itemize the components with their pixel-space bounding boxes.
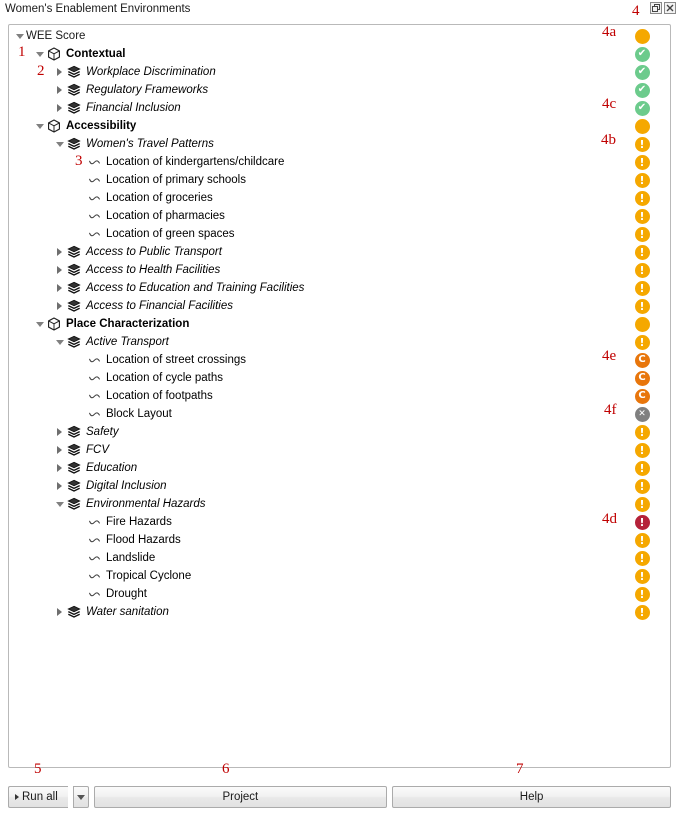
badge-glyph: ! [639,245,645,259]
status-warning[interactable] [635,227,650,242]
badge-glyph: ! [639,227,645,241]
annotation-marker: 6 [222,761,230,777]
tree-row-status[interactable] [633,99,651,117]
status-orange-dot[interactable] [635,119,650,134]
node-icon [66,334,82,350]
layers-icon [67,461,81,475]
badge-glyph: ! [639,515,645,529]
layers-icon [67,299,81,313]
close-button[interactable] [664,2,676,14]
node-icon [46,118,62,134]
layers-icon [67,443,81,457]
badge-glyph: ! [639,263,645,277]
node-icon [66,280,82,296]
tree-row-status[interactable] [633,315,651,333]
badge-glyph: C [638,372,646,383]
tree-row-status[interactable] [633,333,651,351]
tree-row-status[interactable] [633,477,651,495]
tree-row-status[interactable] [633,585,651,603]
status-warning[interactable] [635,479,650,494]
wave-icon [88,516,101,529]
chevron-down-icon [36,52,44,57]
node-icon [66,424,82,440]
expander-expand[interactable] [53,300,66,313]
project-button[interactable] [94,786,388,808]
badge-glyph: ! [639,173,645,187]
wave-icon [88,534,101,547]
tree-row[interactable] [9,132,670,153]
badge-glyph: ! [639,335,645,349]
tree-row-label: Location of groceries [106,192,213,204]
annotation-marker: 4a [602,24,617,40]
chevron-right-icon [57,446,62,454]
expander-expand[interactable] [53,480,66,493]
status-warning[interactable] [635,281,650,296]
badge-glyph: ! [639,191,645,205]
tree-row[interactable] [9,477,670,495]
tree-row[interactable] [9,387,670,405]
tree-row-status[interactable] [633,459,651,477]
tree-row-status[interactable] [633,297,651,315]
tree-row[interactable] [9,495,670,513]
chevron-right-icon [57,266,62,274]
node-icon [66,442,82,458]
undock-button[interactable] [650,2,662,14]
tree-row[interactable] [9,96,670,117]
node-icon [86,568,102,584]
tree-row-status[interactable] [633,171,651,189]
tree-row-label: Education [86,462,138,474]
node-icon [86,514,102,530]
expander-collapse[interactable] [33,48,46,61]
status-warning[interactable] [635,335,650,350]
annotation-marker: 7 [516,761,524,777]
tree-row-label: Access to Public Transport [86,246,222,258]
tree-row-status[interactable] [633,135,651,153]
tree-row-label: Workplace Discrimination [86,66,216,78]
tree-row[interactable] [9,549,670,567]
tree-row-status[interactable] [633,495,651,513]
annotation-marker: 5 [34,761,42,777]
tree-row-label: Block Layout [106,408,172,420]
node-icon [66,82,82,98]
status-excluded[interactable] [635,407,650,422]
tree-row-status[interactable] [633,243,651,261]
window-titlebar [0,0,679,18]
expander-collapse[interactable] [53,498,66,511]
tree-row-label: Place Characterization [66,318,190,330]
wave-icon [88,408,101,421]
node-icon [66,298,82,314]
annotation-marker: 4c [602,96,617,112]
tree-row-status[interactable] [633,405,651,423]
chevron-right-icon [57,464,62,472]
status-refresh[interactable] [635,371,650,386]
tree-row-status[interactable] [633,189,651,207]
tree-row-label: Access to Health Facilities [86,264,221,276]
tree-row-label: Access to Financial Facilities [86,300,233,312]
node-icon [66,460,82,476]
chevron-right-icon [57,248,62,256]
tree-row[interactable] [9,243,670,261]
tree-row-status[interactable] [633,549,651,567]
tree-row-label: Women's Travel Patterns [86,138,214,150]
badge-glyph: ! [639,587,645,601]
tree-row-label: Water sanitation [86,606,169,618]
badge-glyph: ✔ [637,102,647,113]
badge-glyph: C [638,390,646,401]
tree-row[interactable] [9,189,670,207]
chevron-right-icon [57,428,62,436]
tree-row[interactable] [9,297,670,315]
layers-icon [67,479,81,493]
expander-collapse[interactable] [53,336,66,349]
badge-glyph: ! [639,443,645,457]
help-button[interactable] [392,786,671,808]
tree-row[interactable] [9,24,670,45]
tree-row-label: Financial Inclusion [86,102,181,114]
annotation-marker: 4 [632,3,640,19]
tree-row-label: Drought [106,588,147,600]
annotation-marker: 3 [75,153,83,169]
restore-icon [652,4,660,12]
tree-row-label: Location of footpaths [106,390,213,402]
status-warning[interactable] [635,173,650,188]
node-icon [66,604,82,620]
layers-icon [67,497,81,511]
status-warning[interactable] [635,443,650,458]
wave-icon [88,570,101,583]
tree-row[interactable] [9,81,670,99]
tree-row-status[interactable] [633,387,651,405]
status-warning[interactable] [635,605,650,620]
tree-row[interactable] [9,567,670,585]
annotation-marker: 4f [604,402,617,418]
cube-icon [47,317,61,331]
node-icon [86,550,102,566]
status-warning[interactable] [635,425,650,440]
chevron-down-icon [56,502,64,507]
expander-expand[interactable] [53,606,66,619]
layers-icon [67,605,81,619]
annotation-marker: 4d [602,511,617,527]
node-icon [86,172,102,188]
wave-icon [88,390,101,403]
cube-icon [47,119,61,133]
tree-row[interactable] [9,459,670,477]
tree-row[interactable] [9,45,670,63]
tree-row[interactable] [9,225,670,243]
badge-glyph: ! [639,425,645,439]
node-icon [86,370,102,386]
tree-row[interactable] [9,153,670,171]
expander-expand[interactable] [53,264,66,277]
tree-row-status[interactable] [633,531,651,549]
indicator-tree-panel[interactable] [8,24,671,768]
expander-collapse[interactable] [33,120,46,133]
tree-row-label: Tropical Cyclone [106,570,192,582]
expander-expand[interactable] [53,84,66,97]
chevron-right-icon [57,86,62,94]
layers-icon [67,245,81,259]
badge-glyph: ! [639,551,645,565]
badge-glyph: ! [639,137,645,151]
status-error[interactable] [635,515,650,530]
tree-row[interactable] [9,603,670,621]
tree-row[interactable] [9,441,670,459]
tree-row-status[interactable] [633,351,651,369]
chevron-right-icon [57,302,62,310]
node-icon [66,496,82,512]
chevron-down-icon [56,340,64,345]
layers-icon [67,83,81,97]
wave-icon [88,552,101,565]
tree-row-label: Location of pharmacies [106,210,225,222]
expander-expand[interactable] [53,102,66,115]
close-icon [666,4,674,12]
badge-glyph: ! [639,605,645,619]
node-icon [86,352,102,368]
tree-row[interactable] [9,261,670,279]
node-icon [86,208,102,224]
tree-row[interactable] [9,207,670,225]
node-icon [66,262,82,278]
badge-glyph: ✕ [638,408,646,419]
tree-row-label: Location of kindergartens/childcare [106,156,285,168]
tree-row-status[interactable] [633,81,651,99]
run-all-button[interactable] [8,786,68,808]
node-icon [46,46,62,62]
expander-collapse[interactable] [33,318,46,331]
run-all-dropdown-button[interactable] [73,786,89,808]
badge-glyph: ✔ [637,66,647,77]
status-warning[interactable] [635,551,650,566]
tree-row-status[interactable] [633,603,651,621]
tree-row-label: Digital Inclusion [86,480,167,492]
tree-row-label: Location of cycle paths [106,372,223,384]
chevron-down-icon [36,124,44,129]
tree-row-label: Location of street crossings [106,354,246,366]
status-refresh[interactable] [635,353,650,368]
chevron-right-icon [57,284,62,292]
status-complete[interactable] [635,101,650,116]
expander-collapse[interactable] [53,138,66,151]
tree-row[interactable] [9,315,670,333]
badge-glyph: ✔ [637,48,647,59]
layers-icon [67,281,81,295]
status-complete[interactable] [635,65,650,80]
badge-glyph: ! [639,281,645,295]
tree-row-label: Environmental Hazards [86,498,206,510]
tree-row-status[interactable] [633,225,651,243]
badge-glyph: ! [639,497,645,511]
tree-row[interactable] [9,402,670,423]
cube-icon [47,47,61,61]
node-icon [66,100,82,116]
badge-glyph: C [638,354,646,365]
status-warning[interactable] [635,461,650,476]
badge-glyph: ! [639,461,645,475]
layers-icon [67,263,81,277]
wave-icon [88,228,101,241]
chevron-down-icon [56,142,64,147]
tree-row-status[interactable] [633,207,651,225]
status-warning[interactable] [635,587,650,602]
run-all-label: Run all [22,791,58,803]
tree-row-label: Location of primary schools [106,174,246,186]
node-icon [66,64,82,80]
window-title: Women's Enablement Environments [5,3,191,15]
tree-row[interactable] [9,585,670,603]
node-icon [86,388,102,404]
badge-glyph: ! [639,155,645,169]
tree-row[interactable] [9,513,670,531]
status-refresh[interactable] [635,389,650,404]
status-complete[interactable] [635,83,650,98]
tree-row-label: Safety [86,426,119,438]
badge-glyph: ! [639,299,645,313]
help-label: Help [519,791,544,803]
play-icon [15,794,19,800]
expander-expand[interactable] [53,444,66,457]
indicator-tree [9,25,670,621]
annotation-marker: 4b [601,132,616,148]
badge-glyph: ! [639,479,645,493]
tree-row-status[interactable] [633,153,651,171]
chevron-right-icon [57,482,62,490]
chevron-right-icon [57,104,62,112]
layers-icon [67,137,81,151]
node-icon [86,190,102,206]
wave-icon [88,174,101,187]
chevron-right-icon [57,608,62,616]
chevron-down-icon [77,795,85,800]
badge-glyph: ! [639,533,645,547]
wave-icon [88,354,101,367]
tree-row-label: WEE Score [26,30,86,42]
tree-row[interactable] [9,171,670,189]
status-warning[interactable] [635,569,650,584]
status-complete[interactable] [635,47,650,62]
status-warning[interactable] [635,245,650,260]
tree-row-label: Location of green spaces [106,228,235,240]
expander-expand[interactable] [53,246,66,259]
node-icon [86,226,102,242]
expander-expand[interactable] [53,282,66,295]
tree-row-status[interactable] [633,63,651,81]
node-icon [66,478,82,494]
status-orange-dot[interactable] [635,317,650,332]
status-warning[interactable] [635,497,650,512]
tree-row-status[interactable] [633,369,651,387]
tree-row[interactable] [9,63,670,81]
expander-collapse[interactable] [13,30,26,43]
badge-glyph: ✔ [637,84,647,95]
tree-row-label: Fire Hazards [106,516,172,528]
node-icon [66,136,82,152]
tree-row-label: Regulatory Frameworks [86,84,209,96]
tree-row-label: Accessibility [66,120,137,132]
tree-row-status[interactable] [633,45,651,63]
tree-row-status[interactable] [633,117,651,135]
tree-row-label: Landslide [106,552,156,564]
node-icon [86,154,102,170]
tree-row-status[interactable] [633,513,651,531]
annotation-marker: 2 [37,63,45,79]
tree-row-status[interactable] [633,261,651,279]
node-icon [86,586,102,602]
expander-expand[interactable] [53,66,66,79]
tree-row[interactable] [9,333,670,351]
chevron-down-icon [16,34,24,39]
node-icon [86,406,102,422]
tree-row-status[interactable] [633,441,651,459]
wave-icon [88,210,101,223]
tree-row[interactable] [9,423,670,441]
node-icon [66,244,82,260]
tree-row[interactable] [9,531,670,549]
expander-expand[interactable] [53,426,66,439]
wave-icon [88,588,101,601]
tree-row-label: FCV [86,444,109,456]
tree-row[interactable] [9,348,670,369]
badge-glyph: ! [639,569,645,583]
wave-icon [88,192,101,205]
node-icon [86,532,102,548]
tree-row-status[interactable] [633,567,651,585]
project-label: Project [222,791,259,803]
tree-row-label: Flood Hazards [106,534,181,546]
node-icon [46,316,62,332]
layers-icon [67,335,81,349]
chevron-right-icon [57,68,62,76]
annotation-marker: 1 [18,44,26,60]
wave-icon [88,372,101,385]
tree-row[interactable] [9,117,670,135]
status-warning[interactable] [635,155,650,170]
tree-row[interactable] [9,279,670,297]
tree-row-status[interactable] [633,423,651,441]
chevron-down-icon [36,322,44,327]
tree-row-label: Active Transport [86,336,169,348]
status-warning[interactable] [635,209,650,224]
tree-row-status[interactable] [633,279,651,297]
status-warning[interactable] [635,137,650,152]
layers-icon [67,425,81,439]
status-warning[interactable] [635,533,650,548]
tree-row-status[interactable] [633,27,651,45]
tree-row-label: Access to Education and Training Facilities [86,282,305,294]
badge-glyph: ! [639,209,645,223]
annotation-marker: 4e [602,348,617,364]
tree-row[interactable] [9,369,670,387]
bottom-toolbar [8,786,671,808]
wave-icon [88,156,101,169]
layers-icon [67,65,81,79]
expander-expand[interactable] [53,462,66,475]
window-controls [650,2,676,14]
status-warning[interactable] [635,191,650,206]
tree-row-label: Contextual [66,48,126,60]
status-warning[interactable] [635,263,650,278]
layers-icon [67,101,81,115]
status-orange-dot[interactable] [635,29,650,44]
status-warning[interactable] [635,299,650,314]
